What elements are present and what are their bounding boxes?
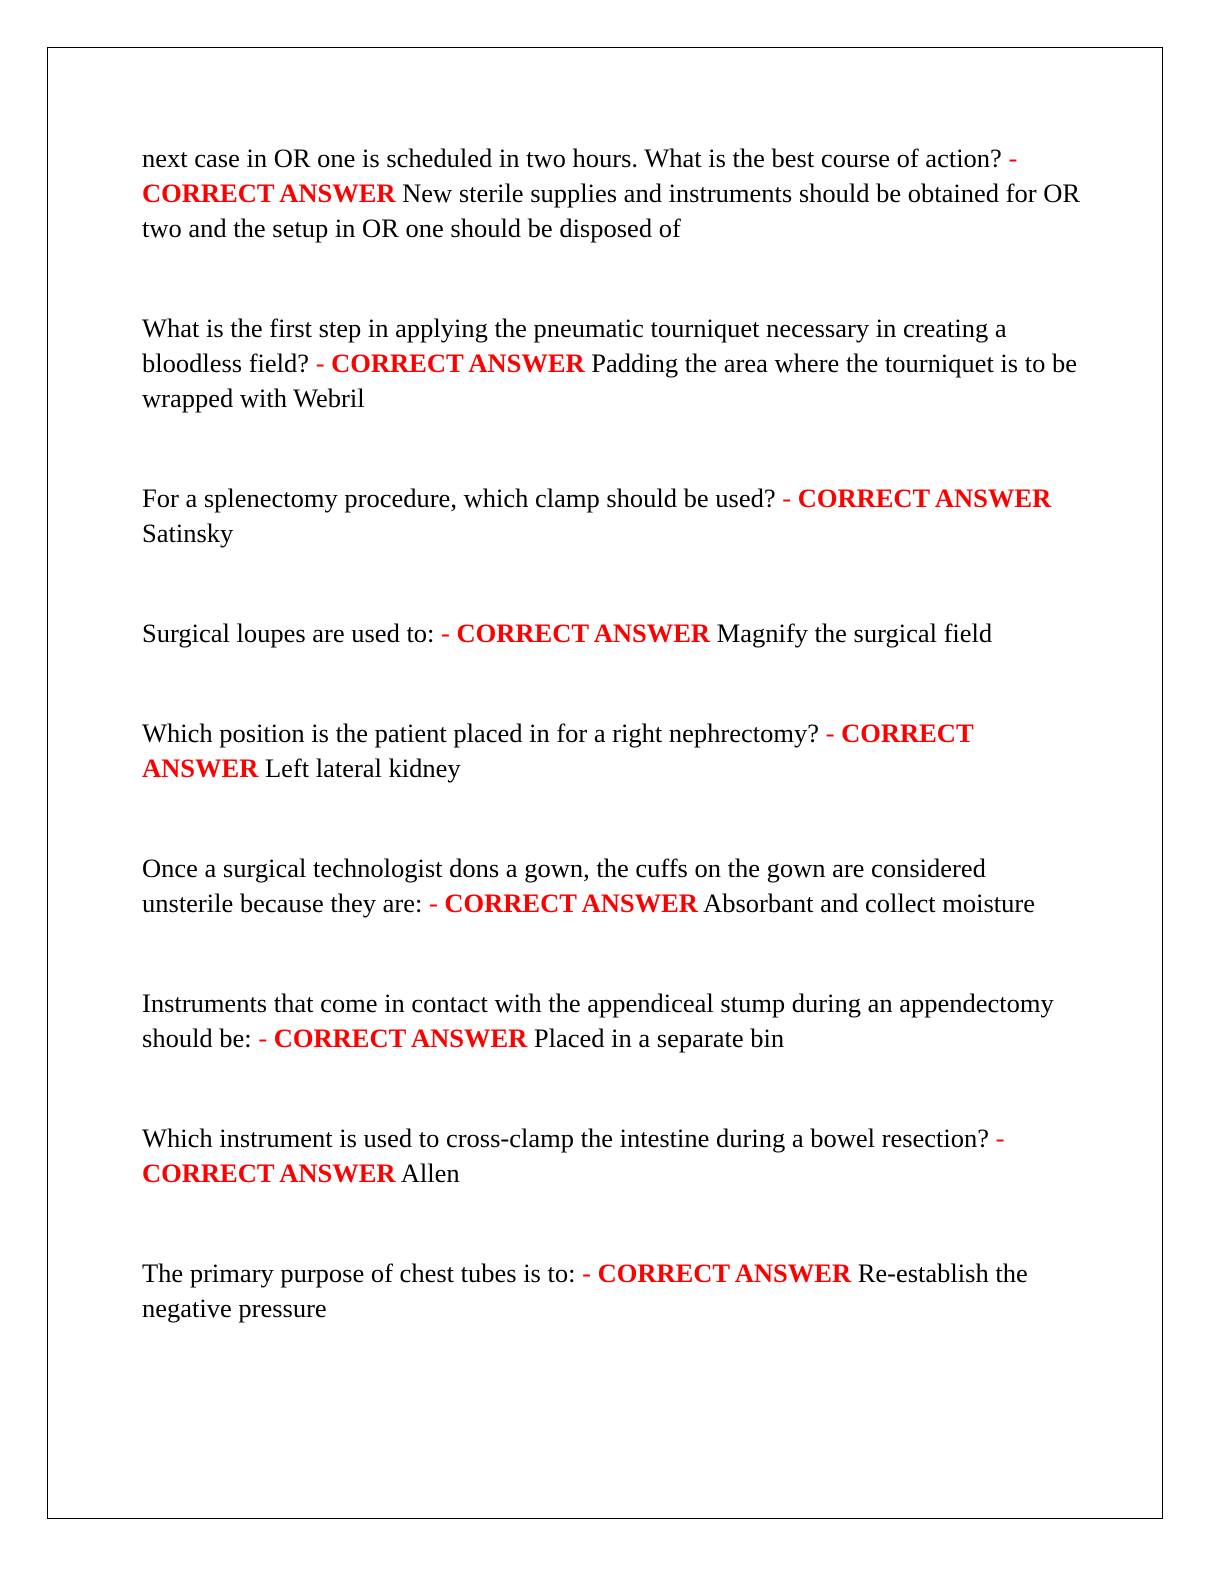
correct-answer-marker: CORRECT ANSWER (331, 348, 585, 378)
answer-separator: - (434, 618, 457, 648)
answer-text: Re-establish the negative pressure (142, 1258, 1028, 1323)
answer-separator: - (251, 1023, 274, 1053)
question-text: Once a surgical technologist dons a gown, the cuffs on the gown are considered unsterile because they are: (142, 853, 986, 918)
answer-separator: - (1001, 143, 1018, 173)
answer-text: Allen (400, 1158, 460, 1188)
correct-answer-marker: CORRECT ANSWER (456, 618, 711, 648)
qa-item (142, 716, 1082, 786)
answer-separator: - (309, 348, 332, 378)
answer-separator: - (819, 718, 842, 748)
answer-text: Magnify the surgical field (716, 618, 993, 648)
answer-text: Satinsky (142, 518, 234, 548)
question-text: The primary purpose of chest tubes is to: (142, 1258, 576, 1288)
answer-separator: - (422, 888, 445, 918)
qa-item (142, 1121, 1082, 1191)
qa-item (142, 311, 1082, 416)
question-text: What is the first step in applying the pneumatic tourniquet necessary in creating a bloodless field? (142, 313, 1007, 378)
answer-separator: - (989, 1123, 1005, 1153)
document-body (142, 141, 1082, 1326)
correct-answer-marker: CORRECT ANSWER (142, 718, 974, 783)
answer-separator: - (775, 483, 798, 513)
correct-answer-marker: CORRECT ANSWER (273, 1023, 528, 1053)
correct-answer-marker: CORRECT ANSWER (444, 888, 698, 918)
correct-answer-marker: CORRECT ANSWER (142, 178, 396, 208)
correct-answer-marker: CORRECT ANSWER (597, 1258, 852, 1288)
question-text: next case in OR one is scheduled in two hours. What is the best course of action? (142, 143, 1002, 173)
answer-separator: - (575, 1258, 598, 1288)
qa-item (142, 141, 1082, 246)
question-text: Instruments that come in contact with the appendiceal stump during an appendectomy should be: (142, 988, 1054, 1053)
qa-item (142, 1256, 1082, 1326)
answer-text: Left lateral kidney (264, 753, 461, 783)
answer-text: Absorbant and collect moisture (703, 888, 1036, 918)
answer-text: Placed in a separate bin (533, 1023, 785, 1053)
question-text: For a splenectomy procedure, which clamp should be used? (142, 483, 776, 513)
qa-item (142, 986, 1082, 1056)
qa-item (142, 851, 1082, 921)
question-text: Surgical loupes are used to: (142, 618, 435, 648)
correct-answer-marker: CORRECT ANSWER (797, 483, 1052, 513)
question-text: Which instrument is used to cross-clamp the intestine during a bowel resection? (142, 1123, 990, 1153)
correct-answer-marker: CORRECT ANSWER (142, 1158, 396, 1188)
question-text: Which position is the patient placed in for a right nephrectomy? (142, 718, 820, 748)
qa-item (142, 481, 1082, 551)
qa-item (142, 616, 1082, 651)
answer-text: New sterile supplies and instruments should be obtained for OR two and the setup in OR one should be disposed of (142, 178, 1081, 243)
answer-text: Padding the area where the tourniquet is to be wrapped with Webril (142, 348, 1077, 413)
